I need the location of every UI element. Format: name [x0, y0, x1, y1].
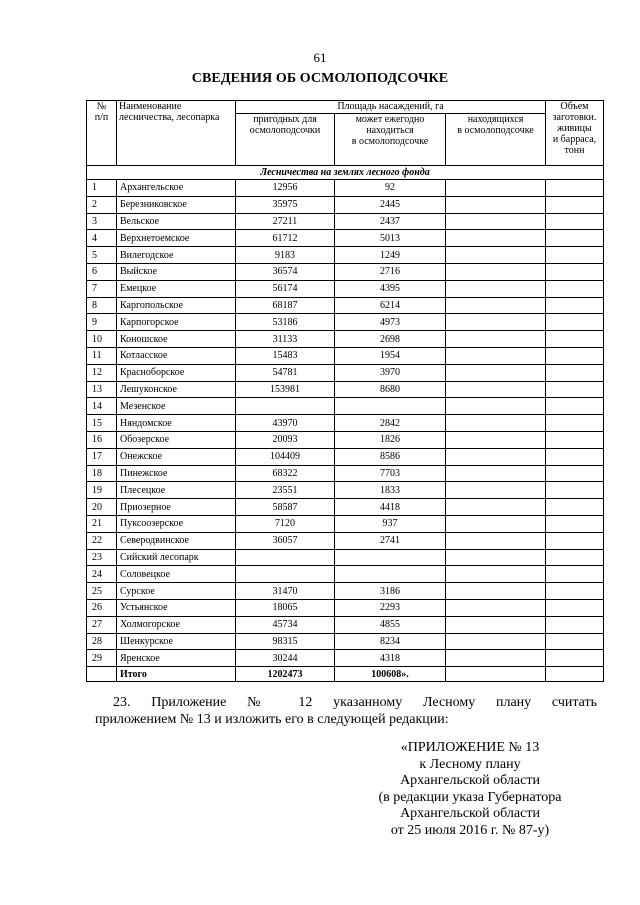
cell-num: 14	[87, 398, 117, 415]
cell-current	[446, 633, 546, 650]
cell-current	[446, 448, 546, 465]
cell-num: 29	[87, 650, 117, 667]
cell-volume	[546, 532, 604, 549]
cell-suitable: 98315	[236, 633, 335, 650]
cell-annual: 2842	[335, 415, 446, 432]
appendix-line: Архангельской области	[400, 806, 540, 822]
cell-volume	[546, 499, 604, 516]
cell-num: 22	[87, 532, 117, 549]
cell-num: 17	[87, 448, 117, 465]
table-row	[87, 213, 604, 230]
cell-volume	[546, 515, 604, 532]
header-annual: может ежегодно находиться в осмолоподсочке	[335, 114, 446, 166]
section-title: Лесничества на землях лесного фонда	[87, 166, 604, 180]
cell-current	[446, 465, 546, 482]
cell-volume	[546, 398, 604, 415]
paragraph-line-1: 23. Приложение № 12 указанному Лесному плану считать	[113, 695, 597, 710]
cell-num: 10	[87, 331, 117, 348]
cell-volume	[546, 583, 604, 600]
page-number: 61	[313, 50, 327, 65]
cell-num: 21	[87, 515, 117, 532]
cell-current	[446, 364, 546, 381]
cell-num: 25	[87, 583, 117, 600]
cell-volume	[546, 448, 604, 465]
table-row	[87, 331, 604, 348]
cell-num: 5	[87, 247, 117, 264]
cell-num: 19	[87, 482, 117, 499]
cell-volume	[546, 230, 604, 247]
cell-suitable	[236, 566, 335, 583]
header-current: находящихся в осмолоподсочке	[446, 114, 546, 166]
cell-name: Коношское	[117, 331, 236, 348]
cell-volume	[546, 381, 604, 398]
cell-current	[446, 347, 546, 364]
cell-num: 7	[87, 280, 117, 297]
cell-volume	[546, 465, 604, 482]
cell-current	[446, 515, 546, 532]
cell-current	[446, 667, 546, 682]
cell-current	[446, 499, 546, 516]
paragraph	[95, 694, 597, 728]
cell-annual: 1826	[335, 431, 446, 448]
cell-name: Сийский лесопарк	[117, 549, 236, 566]
cell-name: Соловецкое	[117, 566, 236, 583]
cell-annual: 3186	[335, 583, 446, 600]
cell-volume	[546, 566, 604, 583]
cell-annual: 2698	[335, 331, 446, 348]
cell-suitable: 45734	[236, 616, 335, 633]
cell-suitable: 15483	[236, 347, 335, 364]
cell-volume	[546, 347, 604, 364]
table-row	[87, 465, 604, 482]
cell-num: 27	[87, 616, 117, 633]
cell-name: Верхнетоемское	[117, 230, 236, 247]
cell-suitable: 68322	[236, 465, 335, 482]
cell-annual: 2741	[335, 532, 446, 549]
resin-tapping-table	[86, 100, 604, 682]
cell-annual: 4855	[335, 616, 446, 633]
cell-name: Пуксоозерское	[117, 515, 236, 532]
total-row	[87, 667, 604, 682]
table-row	[87, 599, 604, 616]
cell-name: Емецкое	[117, 280, 236, 297]
cell-num: 6	[87, 263, 117, 280]
cell-annual: 7703	[335, 465, 446, 482]
cell-volume	[546, 616, 604, 633]
cell-volume	[546, 180, 604, 197]
cell-volume	[546, 482, 604, 499]
cell-suitable: 104409	[236, 448, 335, 465]
header-suitable: пригодных для осмолоподсочки	[236, 114, 335, 166]
cell-volume	[546, 650, 604, 667]
cell-annual: 2445	[335, 196, 446, 213]
cell-current	[446, 213, 546, 230]
cell-annual: 1833	[335, 482, 446, 499]
table-row	[87, 616, 604, 633]
cell-name: Березниковское	[117, 196, 236, 213]
cell-name: Архангельское	[117, 180, 236, 197]
cell-suitable: 23551	[236, 482, 335, 499]
table-row	[87, 650, 604, 667]
cell-current	[446, 297, 546, 314]
table-row	[87, 415, 604, 432]
cell-annual: 8586	[335, 448, 446, 465]
cell-annual	[335, 566, 446, 583]
cell-suitable	[236, 549, 335, 566]
table-row	[87, 448, 604, 465]
cell-name: Северодвинское	[117, 532, 236, 549]
cell-current	[446, 532, 546, 549]
cell-current	[446, 196, 546, 213]
cell-suitable: 31133	[236, 331, 335, 348]
cell-name: Пинежское	[117, 465, 236, 482]
cell-num: 8	[87, 297, 117, 314]
cell-suitable: 153981	[236, 381, 335, 398]
cell-suitable: 7120	[236, 515, 335, 532]
cell-name: Котласское	[117, 347, 236, 364]
cell-annual: 4973	[335, 314, 446, 331]
table-row	[87, 297, 604, 314]
table-row	[87, 482, 604, 499]
cell-num: 13	[87, 381, 117, 398]
cell-annual: 8680	[335, 381, 446, 398]
cell-annual: 92	[335, 180, 446, 197]
cell-name: Красноборское	[117, 364, 236, 381]
cell-current	[446, 616, 546, 633]
cell-num: 23	[87, 549, 117, 566]
appendix-line: к Лесному плану	[419, 756, 521, 772]
table-row	[87, 314, 604, 331]
cell-volume	[546, 297, 604, 314]
cell-num: 20	[87, 499, 117, 516]
cell-volume	[546, 599, 604, 616]
cell-name: Вилегодское	[117, 247, 236, 264]
cell-volume	[546, 549, 604, 566]
cell-volume	[546, 280, 604, 297]
cell-num: 2	[87, 196, 117, 213]
cell-name: Приозерное	[117, 499, 236, 516]
table-row	[87, 499, 604, 516]
cell-suitable: 53186	[236, 314, 335, 331]
cell-num: 15	[87, 415, 117, 432]
cell-annual: 4418	[335, 499, 446, 516]
cell-suitable: 61712	[236, 230, 335, 247]
appendix-line: Архангельской области	[400, 773, 540, 789]
cell-annual: 4318	[335, 650, 446, 667]
appendix-line: «ПРИЛОЖЕНИЕ № 13	[400, 740, 540, 755]
table-row	[87, 583, 604, 600]
cell-suitable: 36574	[236, 263, 335, 280]
cell-annual: 4395	[335, 280, 446, 297]
cell-suitable: 12956	[236, 180, 335, 197]
cell-current	[446, 583, 546, 600]
cell-annual: 1954	[335, 347, 446, 364]
cell-name: Яренское	[117, 650, 236, 667]
cell-current	[446, 314, 546, 331]
cell-suitable: 31470	[236, 583, 335, 600]
cell-volume	[546, 415, 604, 432]
document-title: СВЕДЕНИЯ ОБ ОСМОЛОПОДСОЧКЕ	[191, 71, 449, 86]
cell-annual: 2437	[335, 213, 446, 230]
cell-suitable: 68187	[236, 297, 335, 314]
cell-suitable: 20093	[236, 431, 335, 448]
table-row	[87, 566, 604, 583]
cell-suitable: 54781	[236, 364, 335, 381]
table-row	[87, 280, 604, 297]
cell-suitable: 9183	[236, 247, 335, 264]
cell-current	[446, 431, 546, 448]
cell-suitable: 43970	[236, 415, 335, 432]
cell-name: Шенкурское	[117, 633, 236, 650]
appendix-line: (в редакции указа Губернатора	[378, 789, 562, 805]
cell-annual: 8234	[335, 633, 446, 650]
cell-current	[446, 599, 546, 616]
cell-num: 28	[87, 633, 117, 650]
cell-volume	[546, 633, 604, 650]
cell-num: 9	[87, 314, 117, 331]
table-row	[87, 398, 604, 415]
table-row	[87, 633, 604, 650]
cell-suitable: 27211	[236, 213, 335, 230]
cell-annual: 6214	[335, 297, 446, 314]
header-area-group: Площадь насаждений, га	[236, 101, 546, 114]
cell-annual: 937	[335, 515, 446, 532]
cell-name: Лешуконское	[117, 381, 236, 398]
cell-name: Онежское	[117, 448, 236, 465]
cell-name: Сурское	[117, 583, 236, 600]
cell-volume	[546, 331, 604, 348]
cell-num: 12	[87, 364, 117, 381]
cell-volume	[546, 263, 604, 280]
cell-current	[446, 381, 546, 398]
cell-annual: 2716	[335, 263, 446, 280]
cell-volume	[546, 247, 604, 264]
cell-num: 26	[87, 599, 117, 616]
cell-num: 16	[87, 431, 117, 448]
header-num: № п/п	[87, 101, 117, 166]
table-row	[87, 364, 604, 381]
cell-current	[446, 180, 546, 197]
total-suitable: 1202473	[236, 667, 335, 682]
cell-annual: 3970	[335, 364, 446, 381]
table-row	[87, 263, 604, 280]
appendix-line: от 25 июля 2016 г. № 87-у)	[390, 822, 550, 838]
table-row	[87, 515, 604, 532]
cell-annual	[335, 398, 446, 415]
cell-name: Няндомское	[117, 415, 236, 432]
cell-name: Холмогорское	[117, 616, 236, 633]
cell-suitable: 35975	[236, 196, 335, 213]
table-row	[87, 247, 604, 264]
table-row	[87, 431, 604, 448]
appendix-block	[355, 740, 585, 840]
cell-current	[446, 247, 546, 264]
table-row	[87, 549, 604, 566]
header-name: Наименование лесничества, лесопарка	[117, 101, 236, 166]
cell-suitable: 58587	[236, 499, 335, 516]
cell-current	[446, 263, 546, 280]
table-row	[87, 347, 604, 364]
cell-suitable: 30244	[236, 650, 335, 667]
cell-annual: 5013	[335, 230, 446, 247]
cell-current	[446, 230, 546, 247]
cell-name: Обозерское	[117, 431, 236, 448]
header-volume: Объем заготовки. живицы и барраса, тонн	[546, 101, 604, 166]
cell-annual: 2293	[335, 599, 446, 616]
cell-annual	[335, 549, 446, 566]
cell-current	[446, 331, 546, 348]
cell-volume	[546, 314, 604, 331]
cell-name: Плесецкое	[117, 482, 236, 499]
cell-suitable	[236, 398, 335, 415]
table-row	[87, 381, 604, 398]
table-row	[87, 230, 604, 247]
cell-volume	[546, 431, 604, 448]
cell-suitable: 56174	[236, 280, 335, 297]
cell-current	[446, 549, 546, 566]
cell-volume	[546, 213, 604, 230]
cell-current	[446, 482, 546, 499]
table-row	[87, 532, 604, 549]
cell-name: Мезенское	[117, 398, 236, 415]
cell-current	[446, 415, 546, 432]
table-row	[87, 196, 604, 213]
total-annual: 100608».	[335, 667, 446, 682]
cell-annual: 1249	[335, 247, 446, 264]
cell-name: Устьянское	[117, 599, 236, 616]
cell-current	[446, 566, 546, 583]
cell-current	[446, 398, 546, 415]
cell-name: Вельское	[117, 213, 236, 230]
cell-num: 18	[87, 465, 117, 482]
paragraph-line-2: приложением № 13 и изложить его в следующей редакции:	[95, 712, 449, 727]
cell-current	[446, 280, 546, 297]
total-label: Итого	[117, 667, 236, 682]
cell-name: Каргопольское	[117, 297, 236, 314]
cell-volume	[546, 364, 604, 381]
cell-suitable: 36057	[236, 532, 335, 549]
cell-name: Карпогорское	[117, 314, 236, 331]
cell-volume	[546, 196, 604, 213]
cell-num	[87, 667, 117, 682]
cell-num: 24	[87, 566, 117, 583]
table-row	[87, 180, 604, 197]
cell-num: 11	[87, 347, 117, 364]
cell-name: Выйское	[117, 263, 236, 280]
cell-num: 4	[87, 230, 117, 247]
cell-num: 3	[87, 213, 117, 230]
cell-current	[446, 650, 546, 667]
cell-num: 1	[87, 180, 117, 197]
cell-volume	[546, 667, 604, 682]
cell-suitable: 18065	[236, 599, 335, 616]
